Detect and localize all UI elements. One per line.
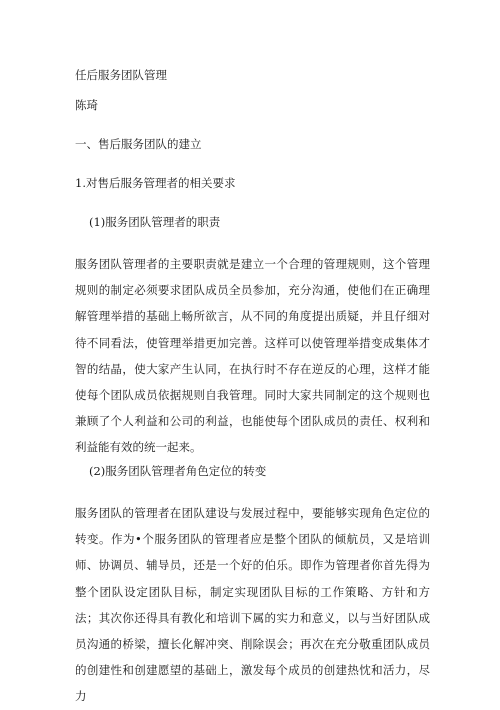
author-name: 陈琦 [75, 98, 98, 112]
subsection-heading: 1.对售后服务管理者的相关要求 [75, 176, 236, 190]
item-heading-duties: (1)服务团队管理者的职责 [89, 215, 221, 229]
paragraph-role-change: 服务团队的管理者在团队建设与发展过程中，要能够实现角色定位的转变。作为•个服务团队的管理者应是整个团队的倾航员，又是培训师、协调员、辅导员，还是一个好的伯乐。即作为管理者你首先得为整个团队设定团队目标，制定实现团队目标的工作策略、方针和方法；其次你还得具有教化和培训下属的实力和意义，以与当好团队成员沟通的桥梁，擅长化解冲突、削除误会；再次在充分敬重团队成员的创建性和创建愿望的基础上，激发每个成员的创建热忱和活力，尽力 [75, 506, 430, 704]
section-heading: 一、售后服务团队的建立 [75, 137, 202, 151]
item-heading-role-change: (2)服务团队管理者角色定位的转变 [89, 464, 267, 478]
paragraph-duties: 服务团队管理者的主要职责就是建立一个合理的管理规则，这个管理规则的制定必须要求团队成员全员参加，充分沟通，使他们在正确理解管理举措的基础上畅所欲言，从不同的角度提出质疑，并且仔细对待不同看法，使管理举措更加完善。这样可以使管理举措变成集体才智的结晶，使大家产生认同，在执行时不存在逆反的心理，这样才能使每个团队成员依据规则自我管理。同时大家共同制定的这个规则也兼顾了个人利益和公司的利益，也能使每个团队成员的责任、权利和利益能有效的统一起来。 [75, 257, 430, 455]
document-title: 任后服务团队管理 [75, 68, 167, 82]
